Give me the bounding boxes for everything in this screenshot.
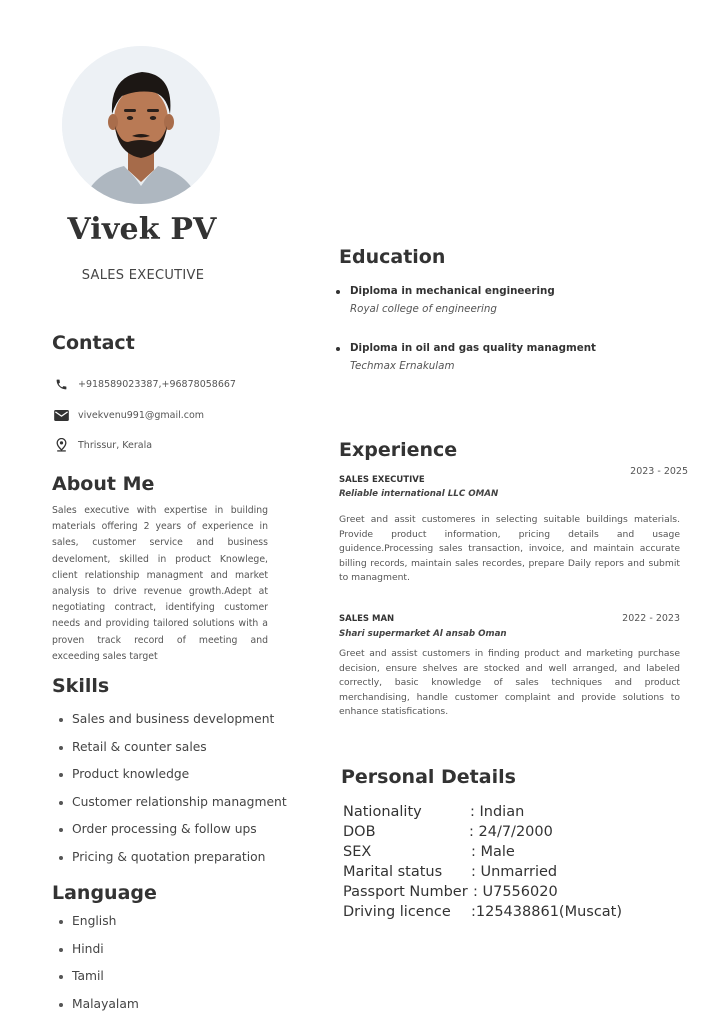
education-heading: Education: [339, 246, 446, 268]
list-item: Order processing & follow ups: [52, 821, 312, 849]
personal-detail-label: SEX: [343, 844, 372, 860]
education-institution: Techmax Ernakulam: [350, 360, 455, 372]
education-institution: Royal college of engineering: [350, 303, 497, 315]
profile-photo-illustration: [62, 46, 220, 204]
contact-phone-row: [52, 375, 236, 393]
language-heading: Language: [52, 882, 157, 904]
personal-detail-value: : Indian: [470, 804, 525, 820]
personal-detail-row: [343, 804, 524, 824]
personal-detail-label: Driving licence: [343, 904, 451, 920]
education-item: [334, 285, 684, 315]
personal-detail-label: Passport Number: [343, 884, 468, 900]
about-text: Sales executive with expertise in building materials offering 2 years of experience in sales, customer service and business develoment, skilled in product Knowlege, client relationship managment and market analysis to drive revenue growth.Adept at negotiating contract, identifying customer needs and providing tailored solutions with a proven track record of meeting and exceeding sales target: [52, 505, 268, 662]
list-item: English: [52, 913, 252, 941]
job-description: Greet and assit customeres in selecting suitable buildings materials. Provide product information, pricing details and usage guidence.Processing sales transaction, invoice, and maintain accurate billing records, maintain sales recordes, prepare Daily repors and submit to managment.: [339, 514, 680, 584]
personal-detail-row: [343, 844, 515, 864]
contact-email-row: [52, 406, 204, 424]
job-title: SALES EXECUTIVE: [339, 475, 425, 485]
education-degree: Diploma in mechanical engineering: [334, 285, 684, 297]
language-list: [52, 913, 252, 1023]
personal-detail-label: Nationality: [343, 804, 422, 820]
list-item: Sales and business development: [52, 711, 312, 739]
personal-detail-value: :125438861(Muscat): [471, 904, 623, 920]
personal-detail-row: [343, 884, 558, 904]
profile-photo: [62, 46, 220, 204]
personal-detail-label: DOB: [343, 824, 376, 840]
job-dates: 2022 - 2023: [622, 613, 680, 624]
skills-heading: Skills: [52, 675, 110, 697]
job-description: Greet and assist customers in finding product and marketing purchase decision, ensure shelves are stocked and well arranged, and labeled correctly, basic knowledge of sales techniques and product merchandising, handle customer complaint and provide solutions to enhance statisfications.: [339, 648, 680, 718]
phone-icon: [52, 375, 70, 393]
job-dates: 2023 - 2025: [630, 466, 688, 477]
personal-detail-value: : Male: [471, 844, 515, 860]
contact-location: Thrissur, Kerala: [78, 439, 153, 451]
personal-detail-row: [343, 824, 553, 844]
person-job-title: SALES EXECUTIVE: [81, 268, 205, 283]
contact-heading: Contact: [52, 332, 135, 354]
contact-phone[interactable]: +918589023387,+96878058667: [78, 378, 236, 390]
list-item: Tamil: [52, 968, 252, 996]
list-item: Retail & counter sales: [52, 739, 312, 767]
list-item: Malayalam: [52, 996, 252, 1024]
personal-detail-row: [343, 904, 622, 924]
job-company: Shari supermarket Al ansab Oman: [339, 629, 507, 639]
personal-detail-label: Marital status: [343, 864, 443, 880]
envelope-icon: [52, 406, 70, 424]
skills-list: [52, 711, 312, 876]
personal-detail-value: : 24/7/2000: [469, 824, 553, 840]
about-heading: About Me: [52, 473, 155, 495]
personal-detail-value: : U7556020: [473, 884, 558, 900]
list-item: Pricing & quotation preparation: [52, 849, 312, 877]
contact-location-row: [52, 436, 152, 454]
job-company: Reliable international LLC OMAN: [339, 489, 499, 499]
list-item: Product knowledge: [52, 766, 312, 794]
contact-email[interactable]: vivekvenu991@gmail.com: [78, 409, 205, 421]
personal-details-heading: Personal Details: [341, 766, 516, 788]
job-title: SALES MAN: [339, 614, 395, 624]
person-name: Vivek PV: [67, 212, 217, 247]
list-item: Hindi: [52, 941, 252, 969]
personal-detail-row: [343, 864, 557, 884]
education-degree: Diploma in oil and gas quality managment: [334, 342, 684, 354]
experience-heading: Experience: [339, 439, 458, 461]
map-pin-icon: [52, 436, 70, 454]
education-item: [334, 342, 684, 372]
list-item: Customer relationship managment: [52, 794, 312, 822]
personal-detail-value: : Unmarried: [471, 864, 558, 880]
